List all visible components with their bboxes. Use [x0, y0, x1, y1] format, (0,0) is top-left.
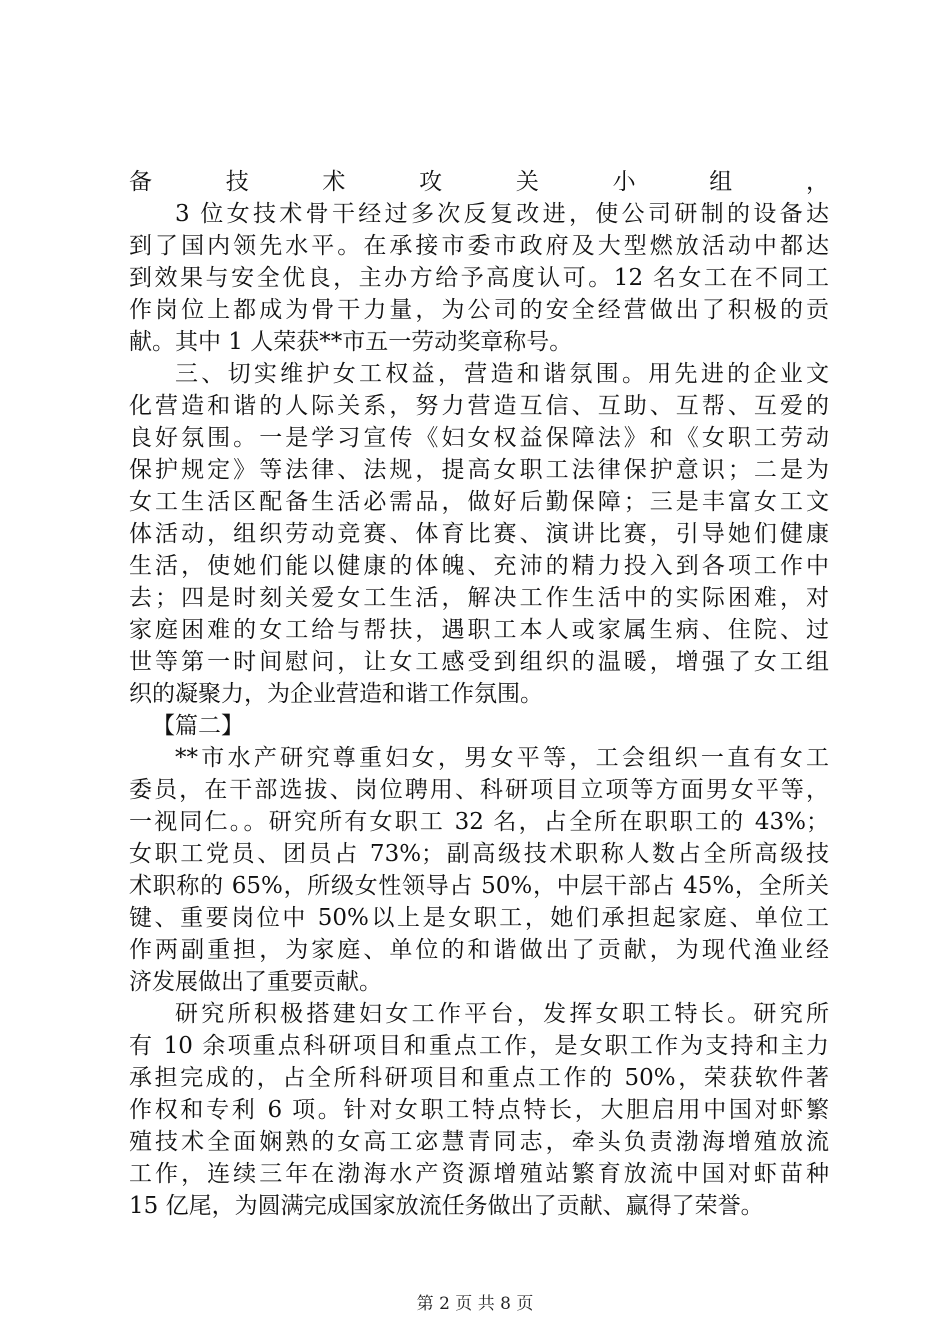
text-line: 女职工党员、团员占 73%；副高级技术职称人数占全所高级技 [129, 841, 829, 867]
text-line: 生活，使她们能以健康的体魄、充沛的精力投入到各项工作中 [129, 553, 829, 579]
text-line: 委员，在干部选拔、岗位聘用、科研项目立项等方面男女平等， [129, 777, 829, 803]
text-line: 一视同仁。。研究所有女职工 32 名，占全所在职职工的 43%； [129, 809, 829, 835]
paragraph-line: 三、切实维护女工权益，营造和谐氛围。用先进的企业文 [175, 361, 829, 387]
text-line: 承担完成的，占全所科研项目和重点工作的 50%，荣获软件著 [129, 1065, 829, 1091]
text-line: 工作，连续三年在渤海水产资源增殖站繁育放流中国对虾苗种 [129, 1161, 829, 1187]
text-line: 到了国内领先水平。在承接市委市政府及大型燃放活动中都达 [129, 233, 829, 259]
section-heading: 【篇二】 [152, 713, 244, 739]
text-line: 殖技术全面娴熟的女高工宓慧青同志，牵头负责渤海增殖放流 [129, 1129, 829, 1155]
paragraph-line: **市水产研究尊重妇女，男女平等，工会组织一直有女工 [175, 745, 829, 771]
paragraph-line: 研究所积极搭建妇女工作平台，发挥女职工特长。研究所 [175, 1001, 829, 1027]
text-line: 世等第一时间慰问，让女工感受到组织的温暖，增强了女工组 [129, 649, 829, 675]
text-line: 织的凝聚力，为企业营造和谐工作氛围。 [129, 681, 543, 707]
text-line: 献。其中 1 人荣获**市五一劳动奖章称号。 [129, 329, 573, 355]
text-line: 15 亿尾，为圆满完成国家放流任务做出了贡献、赢得了荣誉。 [129, 1193, 764, 1219]
text-line: 家庭困难的女工给与帮扶，遇职工本人或家属生病、住院、过 [129, 617, 829, 643]
text-line: 作两副重担，为家庭、单位的和谐做出了贡献，为现代渔业经 [129, 937, 829, 963]
text-line: 作岗位上都成为骨干力量，为公司的安全经营做出了积极的贡 [129, 297, 829, 323]
text-line: 作权和专利 6 项。针对女职工特点特长，大胆启用中国对虾繁 [129, 1097, 829, 1123]
text-line: 术职称的 65%，所级女性领导占 50%，中层干部占 45%，全所关 [129, 873, 829, 899]
text-line: 女工生活区配备生活必需品，做好后勤保障；三是丰富女工文 [129, 489, 829, 515]
document-body [129, 166, 829, 1222]
text-line: 济发展做出了重要贡献。 [129, 969, 382, 995]
page-footer: 第 2 页 共 8 页 [416, 1294, 534, 1314]
text-line: 有 10 余项重点科研项目和重点工作，是女职工作为支持和主力 [129, 1033, 829, 1059]
text-line: 体活动，组织劳动竞赛、体育比赛、演讲比赛，引导她们健康 [129, 521, 829, 547]
text-line: 保护规定》等法律、法规，提高女职工法律保护意识；二是为 [129, 457, 829, 483]
text-line: 去；四是时刻关爱女工生活，解决工作生活中的实际困难，对 [129, 585, 829, 611]
text-line: 备技术攻关小组， [129, 169, 829, 195]
text-line: 键、重要岗位中 50%以上是女职工，她们承担起家庭、单位工 [129, 905, 829, 931]
text-line: 化营造和谐的人际关系，努力营造互信、互助、互帮、互爱的 [129, 393, 829, 419]
text-line: 到效果与安全优良，主办方给予高度认可。12 名女工在不同工 [129, 265, 829, 291]
paragraph-line: 3 位女技术骨干经过多次反复改进，使公司研制的设备达 [175, 201, 829, 227]
text-line: 良好氛围。一是学习宣传《妇女权益保障法》和《女职工劳动 [129, 425, 829, 451]
